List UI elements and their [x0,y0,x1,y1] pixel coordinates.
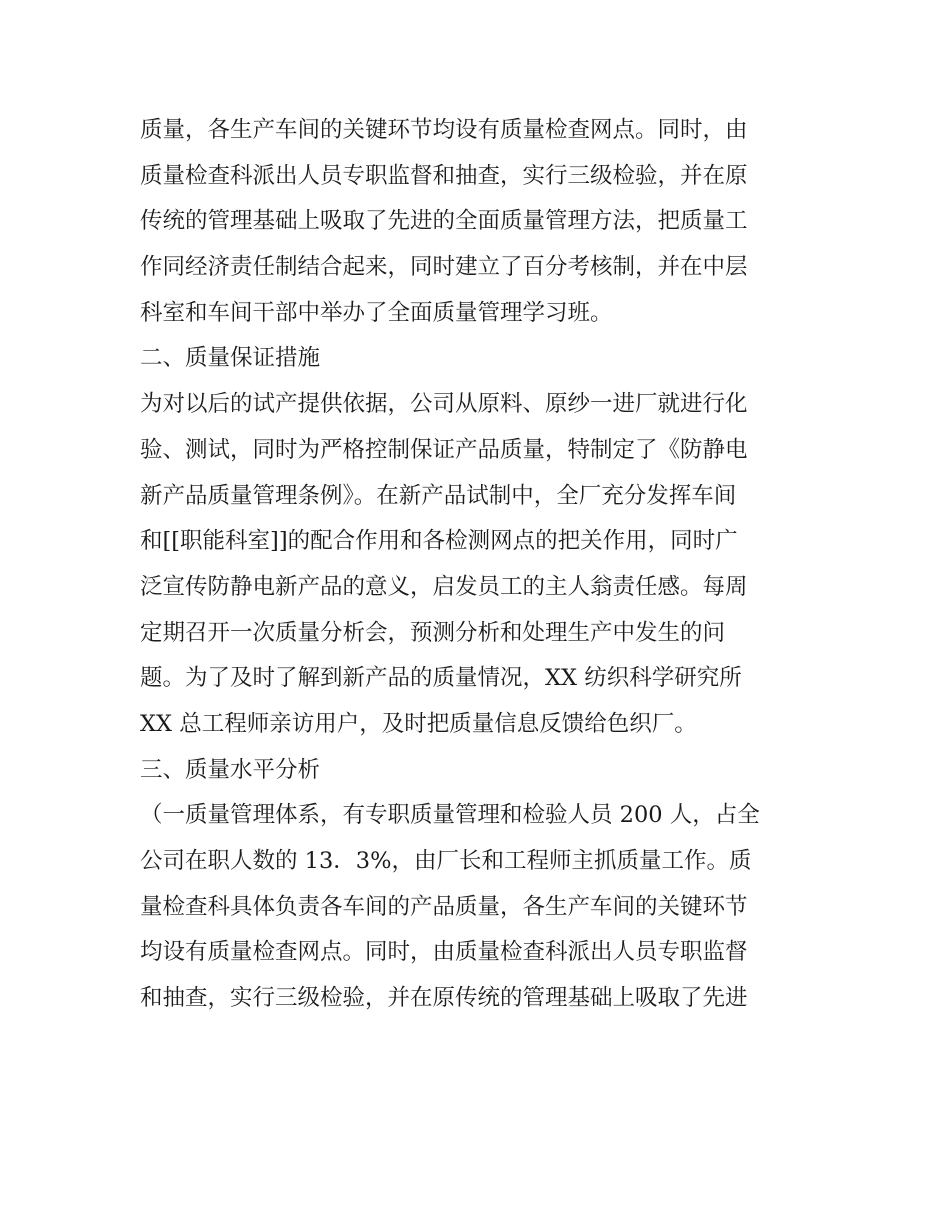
text-line: 量检查科具体负责各车间的产品质量，各生产车间的关键环节 [140,893,748,920]
text-line: 质量，各生产车间的关键环节均设有质量检查网点。同时，由 [140,117,748,143]
text-line: （一质量管理体系，有专职质量管理和检验人员 200 人，占全 [140,802,760,829]
text-line: 均设有质量检查网点。同时，由质量检查科派出人员专职监督 [140,939,748,966]
text-line: 为对以后的试产提供依据，公司从原料、原纱一进厂就进行化 [140,391,748,418]
text-line: 和[[职能科室]]的配合作用和各检测网点的把关作用，同时广 [140,528,738,555]
text-line: 公司在职人数的 13．3%，由厂长和工程师主抓质量工作。质 [140,848,752,874]
text-line: 科室和车间干部中举办了全面质量管理学习班。 [140,299,613,326]
text-line: 新产品质量管理条例》。在新产品试制中，全厂充分发挥车间 [140,482,737,509]
text-line: 定期召开一次质量分析会，预测分析和处理生产中发生的问 [140,619,726,646]
text-line: XX 总工程师亲访用户，及时把质量信息反馈给色织厂。 [140,710,697,737]
text-line: 作同经济责任制结合起来，同时建立了百分考核制，并在中层 [140,254,748,281]
text-line: 质量检查科派出人员专职监督和抽查，实行三级检验，并在原 [140,162,748,189]
text-line: 和抽查，实行三级检验，并在原传统的管理基础上吸取了先进 [140,985,748,1012]
section-heading-quality-assurance: 二、质量保证措施 [140,345,321,372]
document-body [140,108,820,1022]
text-line: 验、测试，同时为严格控制保证产品质量，特制定了《防静电 [140,436,748,463]
text-line: 题。为了及时了解到新产品的质量情况，XX 纺织科学研究所 [140,665,742,692]
text-line: 泛宣传防静电新产品的意义，启发员工的主人翁责任感。每周 [140,573,748,600]
text-line: 传统的管理基础上吸取了先进的全面质量管理方法，把质量工 [140,208,748,235]
section-heading-quality-analysis: 三、质量水平分析 [140,756,321,783]
